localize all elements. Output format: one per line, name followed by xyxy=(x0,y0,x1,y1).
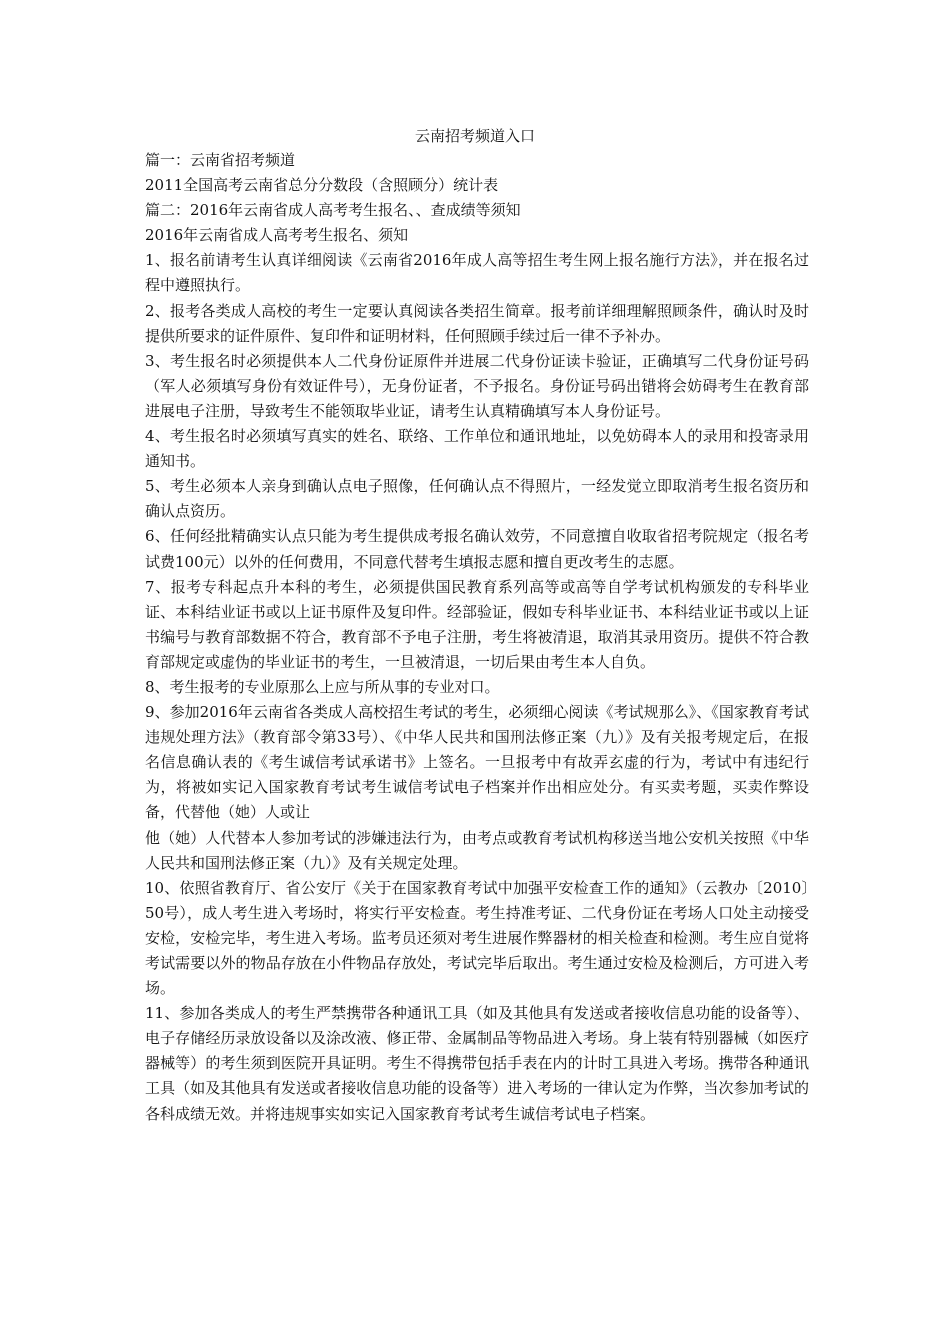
paragraph: 6、任何经批精确实认点只能为考生提供成考报名确认效劳，不同意擅自收取省招考院规定（报名考试费100元）以外的任何费用，不同意代替考生填报志愿和擅自更改考生的志愿。 xyxy=(145,527,809,571)
heading-line: 2016年云南省成人高考考生报名、须知 xyxy=(145,226,409,245)
paragraph: 1、报名前请考生认真详细阅读《云南省2016年成人高等招生考生网上报名施行方法》，并在报名过程中遵照执行。 xyxy=(145,251,809,295)
paragraph: 他（她）人代替本人参加考试的涉嫌违法行为，由考点或教育考试机构移送当地公安机关按照《中华人民共和国刑法修正案（九）》及有关规定处理。 xyxy=(145,828,809,872)
paragraph: 8、考生报考的专业原那么上应与所从事的专业对口。 xyxy=(145,677,500,696)
paragraph: 11、参加各类成人的考生严禁携带各种通讯工具（如及其他具有发送或者接收信息功能的设备等）、电子存储经历录放设备以及涂改液、修正带、金属制品等物品进入考场。身上装有特别器械（如医疗器械等）的考生须到医院开具证明。考生不得携带包括手表在内的计时工具进入考场。携带各种通讯工具（如及其他具有发送或者接收信息功能的设备等）进入考场的一律认定为作弊，当次参加考试的各科成绩无效。并将违规事实如实记入国家教育考试考生诚信考试电子档案。 xyxy=(145,1004,809,1123)
document-body xyxy=(145,148,809,1127)
paragraph: 4、考生报名时必须填写真实的姓名、联络、工作单位和通讯地址，以免妨碍本人的录用和投寄录用通知书。 xyxy=(145,427,809,471)
paragraph: 7、报考专科起点升本科的考生，必须提供国民教育系列高等或高等自学考试机构颁发的专科毕业证、本科结业证书或以上证书原件及复印件。经部验证，假如专科毕业证书、本科结业证书或以上证书编号与教育部数据不符合，教育部不予电子注册，考生将被清退，取消其录用资历。提供不符合教育部规定或虚伪的毕业证书的考生，一旦被清退，一切后果由考生本人自负。 xyxy=(145,577,809,671)
paragraph: 9、参加2016年云南省各类成人高校招生考试的考生，必须细心阅读《考试规那么》、《国家教育考试违规处理方法》（教育部令第33号）、《中华人民共和国刑法修正案（九）》及有关报考规定后，在报名信息确认表的《考生诚信考试承诺书》上签名。一旦报考中有故弄玄虚的行为，考试中有违纪行为，将被如实记入国家教育考试考生诚信考试电子档案并作出相应处分。有买卖考题，买卖作弊设备，代替他（她）人或让 xyxy=(145,703,809,822)
paragraph: 3、考生报名时必须提供本人二代身份证原件并进展二代身份证读卡验证，正确填写二代身份证号码（军人必须填写身份有效证件号），无身份证者，不予报名。身份证号码出错将会妨碍考生在教育部进展电子注册，导致考生不能领取毕业证，请考生认真精确填写本人身份证号。 xyxy=(145,351,809,420)
paragraph: 5、考生必须本人亲身到确认点电子照像，任何确认点不得照片，一经发觉立即取消考生报名资历和确认点资历。 xyxy=(145,477,809,521)
paragraph: 2、报考各类成人高校的考生一定要认真阅读各类招生简章。报考前详细理解照顾条件，确认时及时提供所要求的证件原件、复印件和证明材料，任何照顾手续过后一律不予补办。 xyxy=(145,301,809,345)
document-title: 云南招考频道入口 xyxy=(414,127,535,145)
heading-line: 2011全国高考云南省总分分数段（含照顾分）统计表 xyxy=(145,176,499,195)
heading-line: 篇一：云南省招考频道 xyxy=(145,151,296,169)
heading-line: 篇二：2016年云南省成人高考考生报名、、查成绩等须知 xyxy=(145,201,521,220)
paragraph: 10、依照省教育厅、省公安厅《关于在国家教育考试中加强平安检查工作的通知》（云教办〔2010〕50号），成人考生进入考场时，将实行平安检查。考生持准考证、二代身份证在考场人口处主动接受安检，安检完毕，考生进入考场。监考员还须对考生进展作弊器材的相关检查和检测。考生应自觉将考试需要以外的物品存放在小件物品存放处，考试完毕后取出。考生通过安检及检测后，方可进入考场。 xyxy=(145,878,809,998)
